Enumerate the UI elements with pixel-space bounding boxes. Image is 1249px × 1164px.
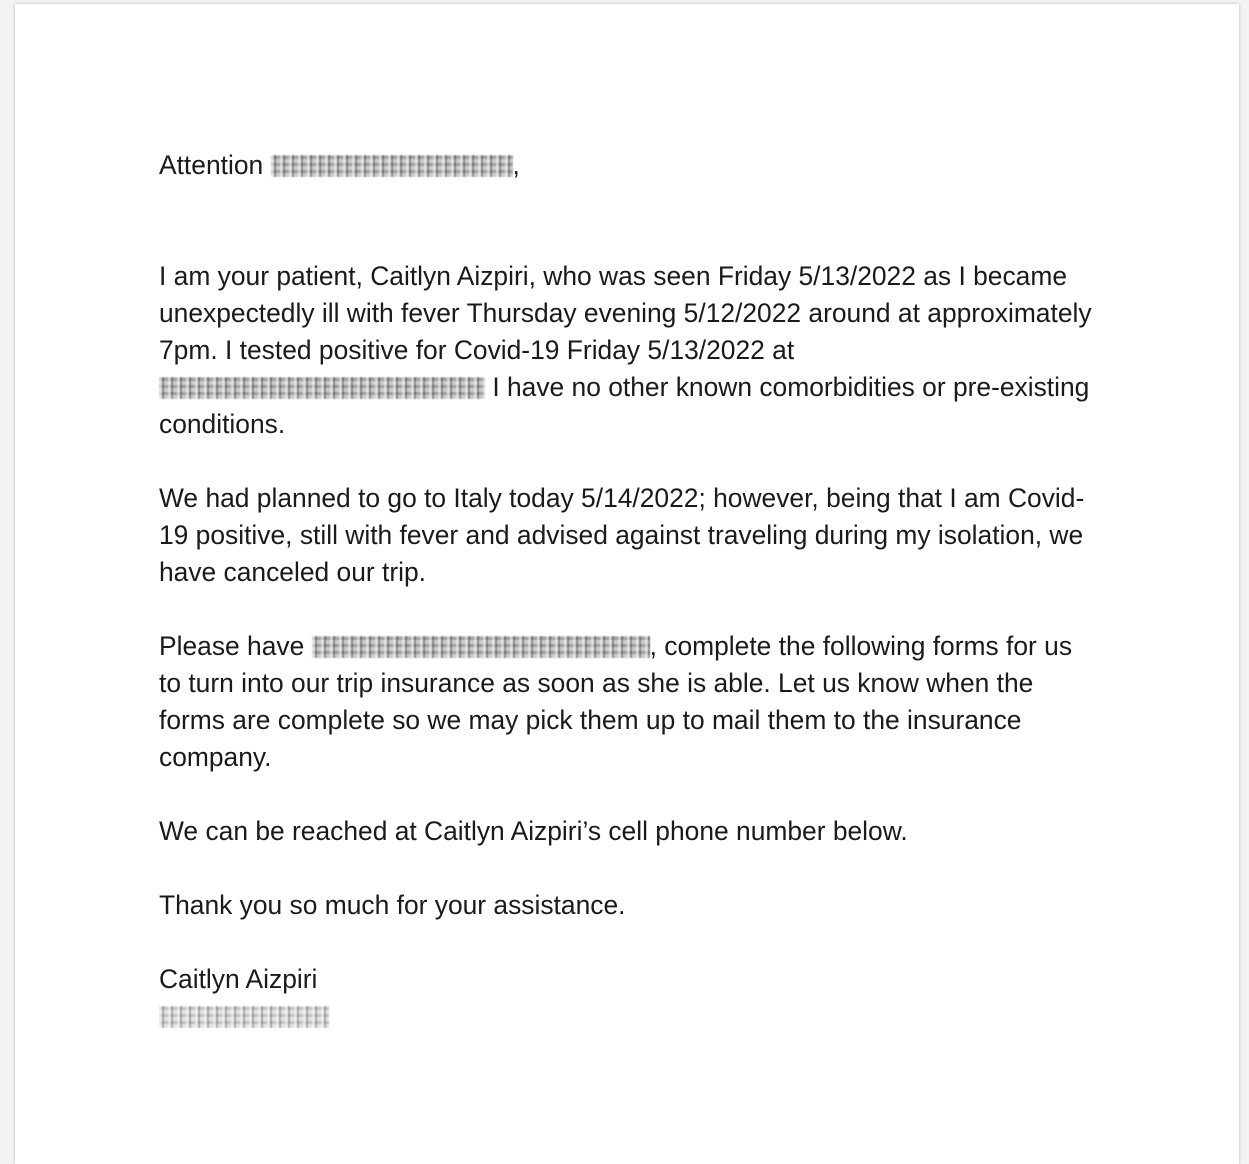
redacted-provider-name — [312, 636, 650, 658]
paragraph-trip: We had planned to go to Italy today 5/14/2022; however, being that I am Covid-19 positive, still with fever and advised against traveling during my isolation, we have canceled our trip. — [159, 483, 1085, 587]
paragraph-illness — [159, 258, 1099, 443]
paragraph-thanks: Thank you so much for your assistance. — [159, 890, 626, 920]
signature-name: Caitlyn Aizpiri — [159, 964, 318, 994]
redacted-clinic-name — [159, 377, 485, 399]
salutation-prefix: Attention — [159, 150, 264, 180]
redacted-doctor-name — [271, 155, 513, 177]
document-page — [15, 4, 1239, 1164]
paragraph-illness-part2: I have no other known comorbidities or pre-existing conditions. — [159, 372, 1090, 439]
letter-body — [159, 147, 1099, 1035]
paragraph-request-part2: , complete the following forms for us to turn into our trip insurance as soon as she is able. Let us know when the forms are complete so we may pick them up to mail them to the insurance company. — [159, 631, 1073, 772]
redacted-phone-number — [159, 1006, 329, 1028]
signature-block — [159, 961, 1099, 1035]
salutation-suffix: , — [512, 150, 520, 180]
paragraph-request — [159, 628, 1099, 776]
salutation — [159, 147, 1099, 184]
paragraph-request-part1: Please have — [159, 631, 305, 661]
paragraph-illness-part1: I am your patient, Caitlyn Aizpiri, who was seen Friday 5/13/2022 as I became unexpectedly ill with fever Thursday evening 5/12/2022 around at approximately 7pm. I tested positive for Covid-19 Friday 5/13/2022 at — [159, 261, 1092, 365]
paragraph-contact: We can be reached at Caitlyn Aizpiri’s cell phone number below. — [159, 816, 908, 846]
